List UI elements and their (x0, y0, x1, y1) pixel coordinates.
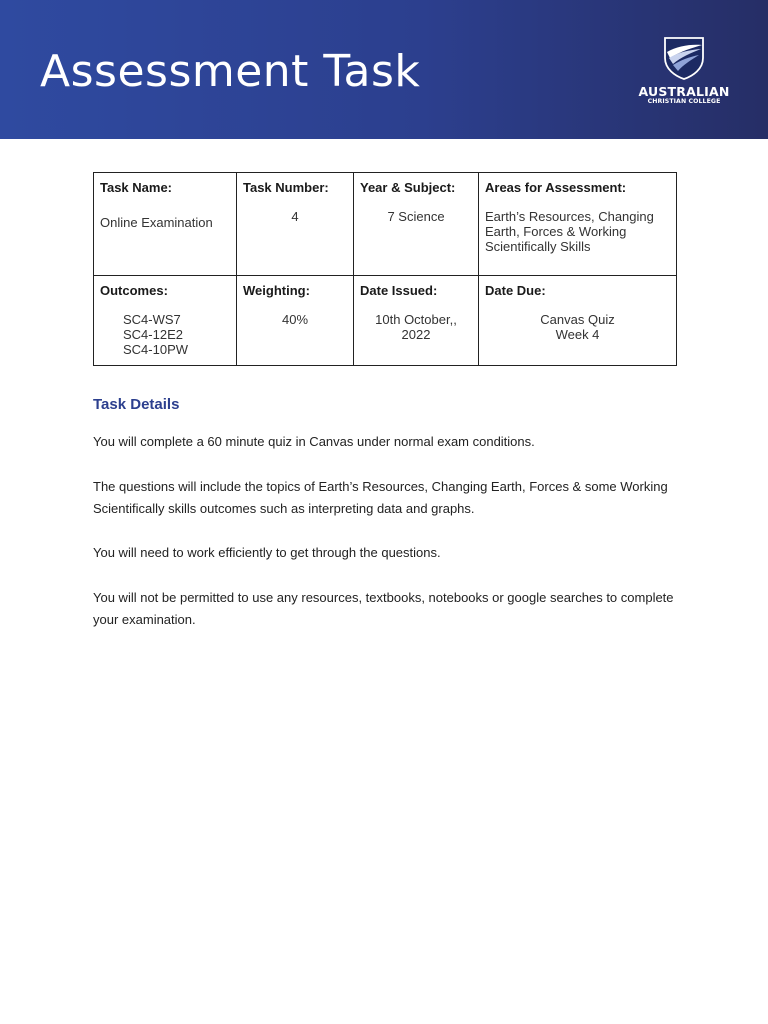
shield-crest-icon (661, 34, 707, 80)
date-due-cell (479, 276, 677, 366)
task-name-header: Task Name: (100, 180, 173, 195)
year-subject-cell (354, 173, 479, 276)
date-due-line: Canvas Quiz (540, 312, 615, 327)
outcome-code: SC4-WS7 (123, 312, 181, 327)
date-issued-line: 2022 (401, 327, 431, 342)
areas-line: Earth’s Resources, Changing (485, 209, 654, 224)
date-due-line: Week 4 (555, 327, 600, 342)
page-title: Assessment Task (40, 46, 421, 97)
outcomes-header: Outcomes: (100, 283, 168, 298)
table-row (94, 173, 677, 276)
table-row (94, 276, 677, 366)
date-issued-cell (354, 276, 479, 366)
year-subject-header: Year & Subject: (360, 180, 456, 195)
details-paragraph: You will complete a 60 minute quiz in Canvas under normal exam conditions. (93, 434, 535, 449)
weighting-header: Weighting: (243, 283, 310, 298)
logo-subtitle: CHRISTIAN COLLEGE (647, 98, 721, 105)
areas-line: Scientifically Skills (485, 239, 591, 254)
task-number-cell (237, 173, 354, 276)
weighting-value: 40% (281, 312, 309, 327)
task-name-cell (94, 173, 237, 276)
task-name-value: Online Examination (100, 215, 213, 230)
weighting-cell (237, 276, 354, 366)
task-details-heading: Task Details (93, 396, 180, 413)
date-due-header: Date Due: (485, 283, 546, 298)
college-logo (636, 34, 732, 110)
areas-cell (479, 173, 677, 276)
outcome-code: SC4-10PW (123, 342, 189, 357)
details-paragraph: The questions will include the topics of Earth’s Resources, Changing Earth, Forces & some Working Scientifically skills outcomes such as interpreting data and graphs. (93, 479, 668, 516)
outcome-code: SC4-12E2 (123, 327, 183, 342)
header-banner (0, 0, 768, 139)
areas-line: Earth, Forces & Working (485, 224, 627, 239)
task-info-table (93, 172, 677, 366)
task-number-value: 4 (291, 209, 299, 224)
details-paragraph: You will need to work efficiently to get through the questions. (93, 545, 441, 560)
logo-name: AUSTRALIAN (638, 84, 730, 99)
year-subject-value: 7 Science (387, 209, 445, 224)
task-number-header: Task Number: (243, 180, 329, 195)
date-issued-line: 10th October,, (375, 312, 457, 327)
date-issued-header: Date Issued: (360, 283, 438, 298)
details-paragraph: You will not be permitted to use any resources, textbooks, notebooks or google searches to complete your examination. (93, 590, 674, 627)
outcomes-cell (94, 276, 237, 366)
areas-header: Areas for Assessment: (485, 180, 627, 195)
